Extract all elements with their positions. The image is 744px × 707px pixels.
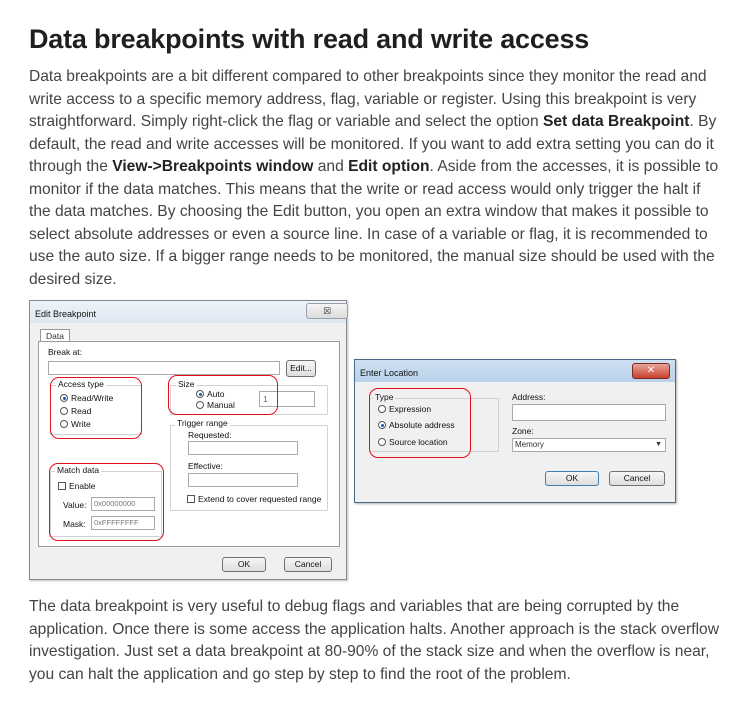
radio-write-label: Write: [71, 419, 91, 429]
bold-term: Edit option: [348, 158, 430, 175]
match-mask-label: Mask:: [63, 519, 86, 529]
radio-source-location-label: Source location: [389, 437, 448, 447]
paragraph-text: and: [313, 158, 349, 175]
trigger-range-label: Trigger range: [177, 418, 228, 428]
tab-data[interactable]: Data: [40, 329, 70, 342]
requested-label: Requested:: [188, 430, 232, 440]
enter-location-dialog: [354, 359, 676, 503]
break-at-input[interactable]: [48, 361, 280, 375]
article-heading: Data breakpoints with read and write access: [29, 24, 590, 54]
radio-read-write-label: Read/Write: [71, 393, 114, 403]
ok-button[interactable]: OK: [545, 471, 599, 486]
effective-input[interactable]: [188, 473, 298, 487]
requested-input[interactable]: [188, 441, 298, 455]
extend-range-label: Extend to cover requested range: [198, 494, 322, 504]
edit-breakpoint-dialog: [29, 300, 347, 580]
radio-absolute-address-label: Absolute address: [389, 420, 455, 430]
radio-size-manual-label: Manual: [207, 400, 235, 410]
size-highlight: [168, 375, 278, 415]
close-icon[interactable]: ☒: [306, 303, 348, 319]
zone-label: Zone:: [512, 426, 534, 436]
radio-read-label: Read: [71, 406, 92, 416]
address-input[interactable]: [512, 404, 666, 421]
dialog-title: Enter Location: [360, 368, 419, 378]
close-icon[interactable]: ✕: [632, 363, 670, 379]
closing-paragraph: The data breakpoint is very useful to debug flags and variables that are being corrupted by the application. Once there is some access the application halts. Another approach is the stack overflow investigation. Just set a data breakpoint at 80-90% of the stack size and when the overflow is near, you can halt the application and go step by step to find the root of the problem.: [29, 598, 719, 683]
address-label: Address:: [512, 392, 546, 402]
match-data-highlight: [49, 463, 164, 541]
bold-term: Set data Breakpoint: [542, 113, 690, 130]
match-data-label: Match data: [57, 465, 100, 475]
radio-size-auto-label: Auto: [207, 389, 225, 399]
bold-term: View->Breakpoints window: [112, 158, 314, 175]
intro-paragraph: [29, 66, 719, 291]
size-label: Size: [178, 379, 195, 389]
extend-range-checkbox[interactable]: [187, 495, 195, 503]
radio-expression-label: Expression: [389, 404, 432, 414]
match-mask-input[interactable]: 0xFFFFFFFF: [91, 516, 155, 530]
paragraph-text: . Aside from the accesses, it is possible to monitor if the data matches. This means that the write or read access would only trigger the halt if the data matches. By choosing the Edit button, you open an extra window that makes it possible to select absolute addresses or even a source line. In case of a variable or flag, it is recommended to use the auto size. If a bigger range needs to be monitored, the manual size should be used with the desired size.: [29, 158, 719, 288]
edit-button[interactable]: Edit...: [286, 360, 316, 377]
match-value-label: Value:: [63, 500, 87, 510]
type-highlight: [369, 388, 471, 458]
zone-select[interactable]: [512, 438, 666, 452]
access-type-label: Access type: [58, 379, 104, 389]
zone-select-value: Memory: [515, 440, 544, 449]
chevron-down-icon: ▼: [655, 441, 662, 448]
ok-button[interactable]: OK: [222, 557, 266, 572]
type-label: Type: [375, 392, 394, 402]
paragraph-text: Data breakpoints are a bit different compared to other breakpoints since they monitor the read and write access to a specific memory address, flag, variable or register. Using this breakpoint is very straightforward. Simply right-click the flag or variable and select the option: [29, 68, 707, 130]
cancel-button[interactable]: Cancel: [609, 471, 665, 486]
match-value-input[interactable]: 0x00000000: [91, 497, 155, 511]
cancel-button[interactable]: Cancel: [284, 557, 332, 572]
effective-label: Effective:: [188, 461, 223, 471]
access-type-highlight: [50, 377, 142, 439]
paragraph-text: . By default, the read and write accesses will be monitored. If you want to add extra setting you can do it through the: [29, 113, 717, 175]
break-at-label: Break at:: [48, 347, 83, 357]
match-enable-label: Enable: [69, 481, 96, 491]
size-value-input[interactable]: 1: [259, 391, 315, 407]
dialog-title: Edit Breakpoint: [35, 309, 97, 319]
